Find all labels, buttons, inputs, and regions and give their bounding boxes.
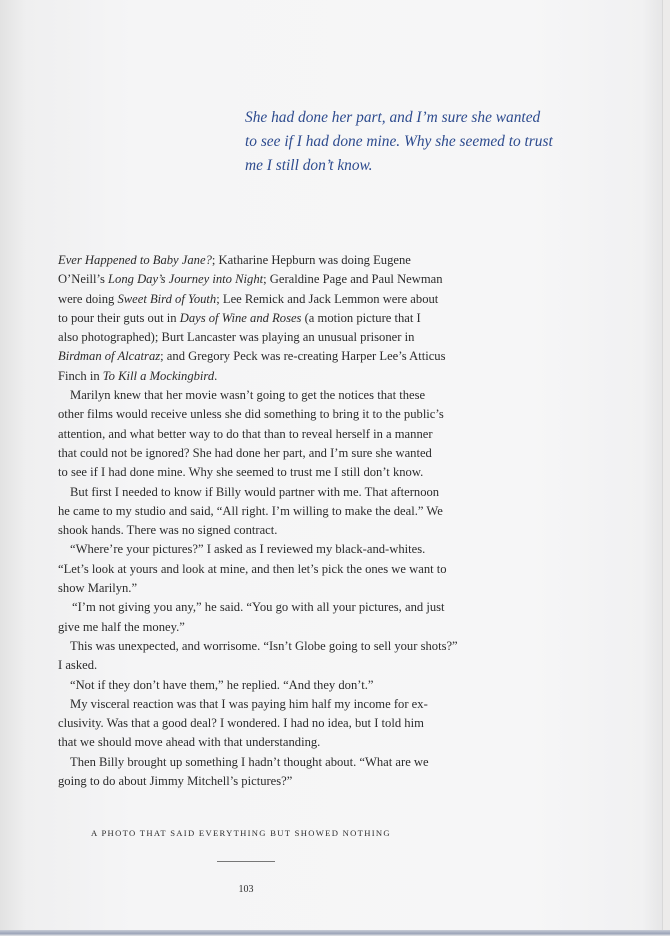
- text-line: [58, 251, 458, 270]
- text-run: Finch in: [58, 368, 103, 383]
- text-line: My visceral reaction was that I was paying him half my income for ex-: [70, 696, 428, 711]
- text-line: “Let’s look at yours and look at mine, and then let’s pick the ones we want to: [58, 561, 447, 576]
- text-line: also photographed); Burt Lancaster was playing an unusual prisoner in: [58, 330, 415, 345]
- text-run: ; Lee Remick and Jack Lemmon were about: [216, 291, 439, 306]
- text-line: going to do about Jimmy Mitchell’s pictures?”: [58, 774, 293, 789]
- text-line: to see if I had done mine. Why she seemed to trust me I still don’t know.: [58, 465, 424, 480]
- film-title: Long Day’s Journey into Night: [108, 272, 264, 287]
- text-line: Marilyn knew that her movie wasn’t going to get the notices that these: [70, 388, 426, 403]
- text-line: [58, 367, 458, 386]
- text-run: (a motion picture that I: [301, 310, 421, 325]
- text-run: O’Neill’s: [58, 272, 109, 287]
- body-text: [58, 251, 458, 791]
- text-line: he came to my studio and said, “All right. I’m willing to make the deal.” We: [58, 503, 443, 518]
- page-edge: [0, 930, 670, 936]
- page-number: 103: [238, 884, 254, 895]
- text-line: “Where’re your pictures?” I asked as I reviewed my black-and-whites.: [70, 542, 426, 557]
- text-run: ; Geraldine Page and Paul Newman: [263, 272, 443, 287]
- film-title: Birdman of Alcatraz: [58, 349, 161, 364]
- text-line: clusivity. Was that a good deal? I wondered. I had no idea, but I told him: [58, 716, 424, 731]
- text-line: [58, 309, 458, 328]
- text-line: give me half the money.”: [58, 619, 185, 634]
- text-line: shook hands. There was no signed contract.: [58, 523, 278, 538]
- pull-quote-line: me I still don’t know.: [245, 157, 373, 174]
- film-title: To Kill a Mockingbird: [102, 368, 215, 383]
- text-line: [58, 290, 458, 309]
- text-line: [58, 347, 458, 366]
- text-line: “I’m not giving you any,” he said. “You go with all your pictures, and just: [72, 600, 445, 615]
- text-line: show Marilyn.”: [58, 581, 138, 596]
- text-line: This was unexpected, and worrisome. “Isn’t Globe going to sell your shots?”: [70, 638, 458, 653]
- text-line: I asked.: [58, 658, 98, 673]
- text-line: that could not be ignored? She had done her part, and I’m sure she wanted: [58, 445, 432, 460]
- text-run: ; and Gregory Peck was re-creating Harper Lee’s Atticus: [160, 349, 446, 364]
- text-line: But first I needed to know if Billy would partner with me. That afternoon: [70, 484, 440, 499]
- text-line: that we should move ahead with that understanding.: [58, 735, 321, 750]
- text-run: ; Katharine Hepburn was doing Eugene: [211, 253, 411, 267]
- text-line: Then Billy brought up something I hadn’t thought about. “What are we: [70, 754, 429, 769]
- film-title: Days of Wine and Roses: [179, 310, 302, 325]
- film-title: Sweet Bird of Youth: [117, 291, 217, 306]
- text-run: to pour their guts out in: [58, 310, 180, 325]
- footer-rule: [217, 861, 275, 862]
- text-run: were doing: [58, 291, 118, 306]
- text-run: .: [214, 368, 218, 383]
- film-title: Ever Happened to Baby Jane?: [58, 253, 212, 267]
- text-line: [58, 270, 458, 289]
- text-line: “Not if they don’t have them,” he replied. “And they don’t.”: [70, 677, 374, 692]
- running-footer: A PHOTO THAT SAID EVERYTHING BUT SHOWED NOTHING: [91, 828, 391, 838]
- pull-quote-line: to see if I had done mine. Why she seemed to trust: [245, 133, 553, 150]
- pull-quote-line: She had done her part, and I’m sure she wanted: [245, 109, 541, 126]
- text-line: attention, and what better way to do that than to reveal herself in a manner: [58, 426, 433, 441]
- pull-quote: [245, 106, 575, 178]
- text-line: other films would receive unless she did something to bring it to the public’s: [58, 407, 444, 422]
